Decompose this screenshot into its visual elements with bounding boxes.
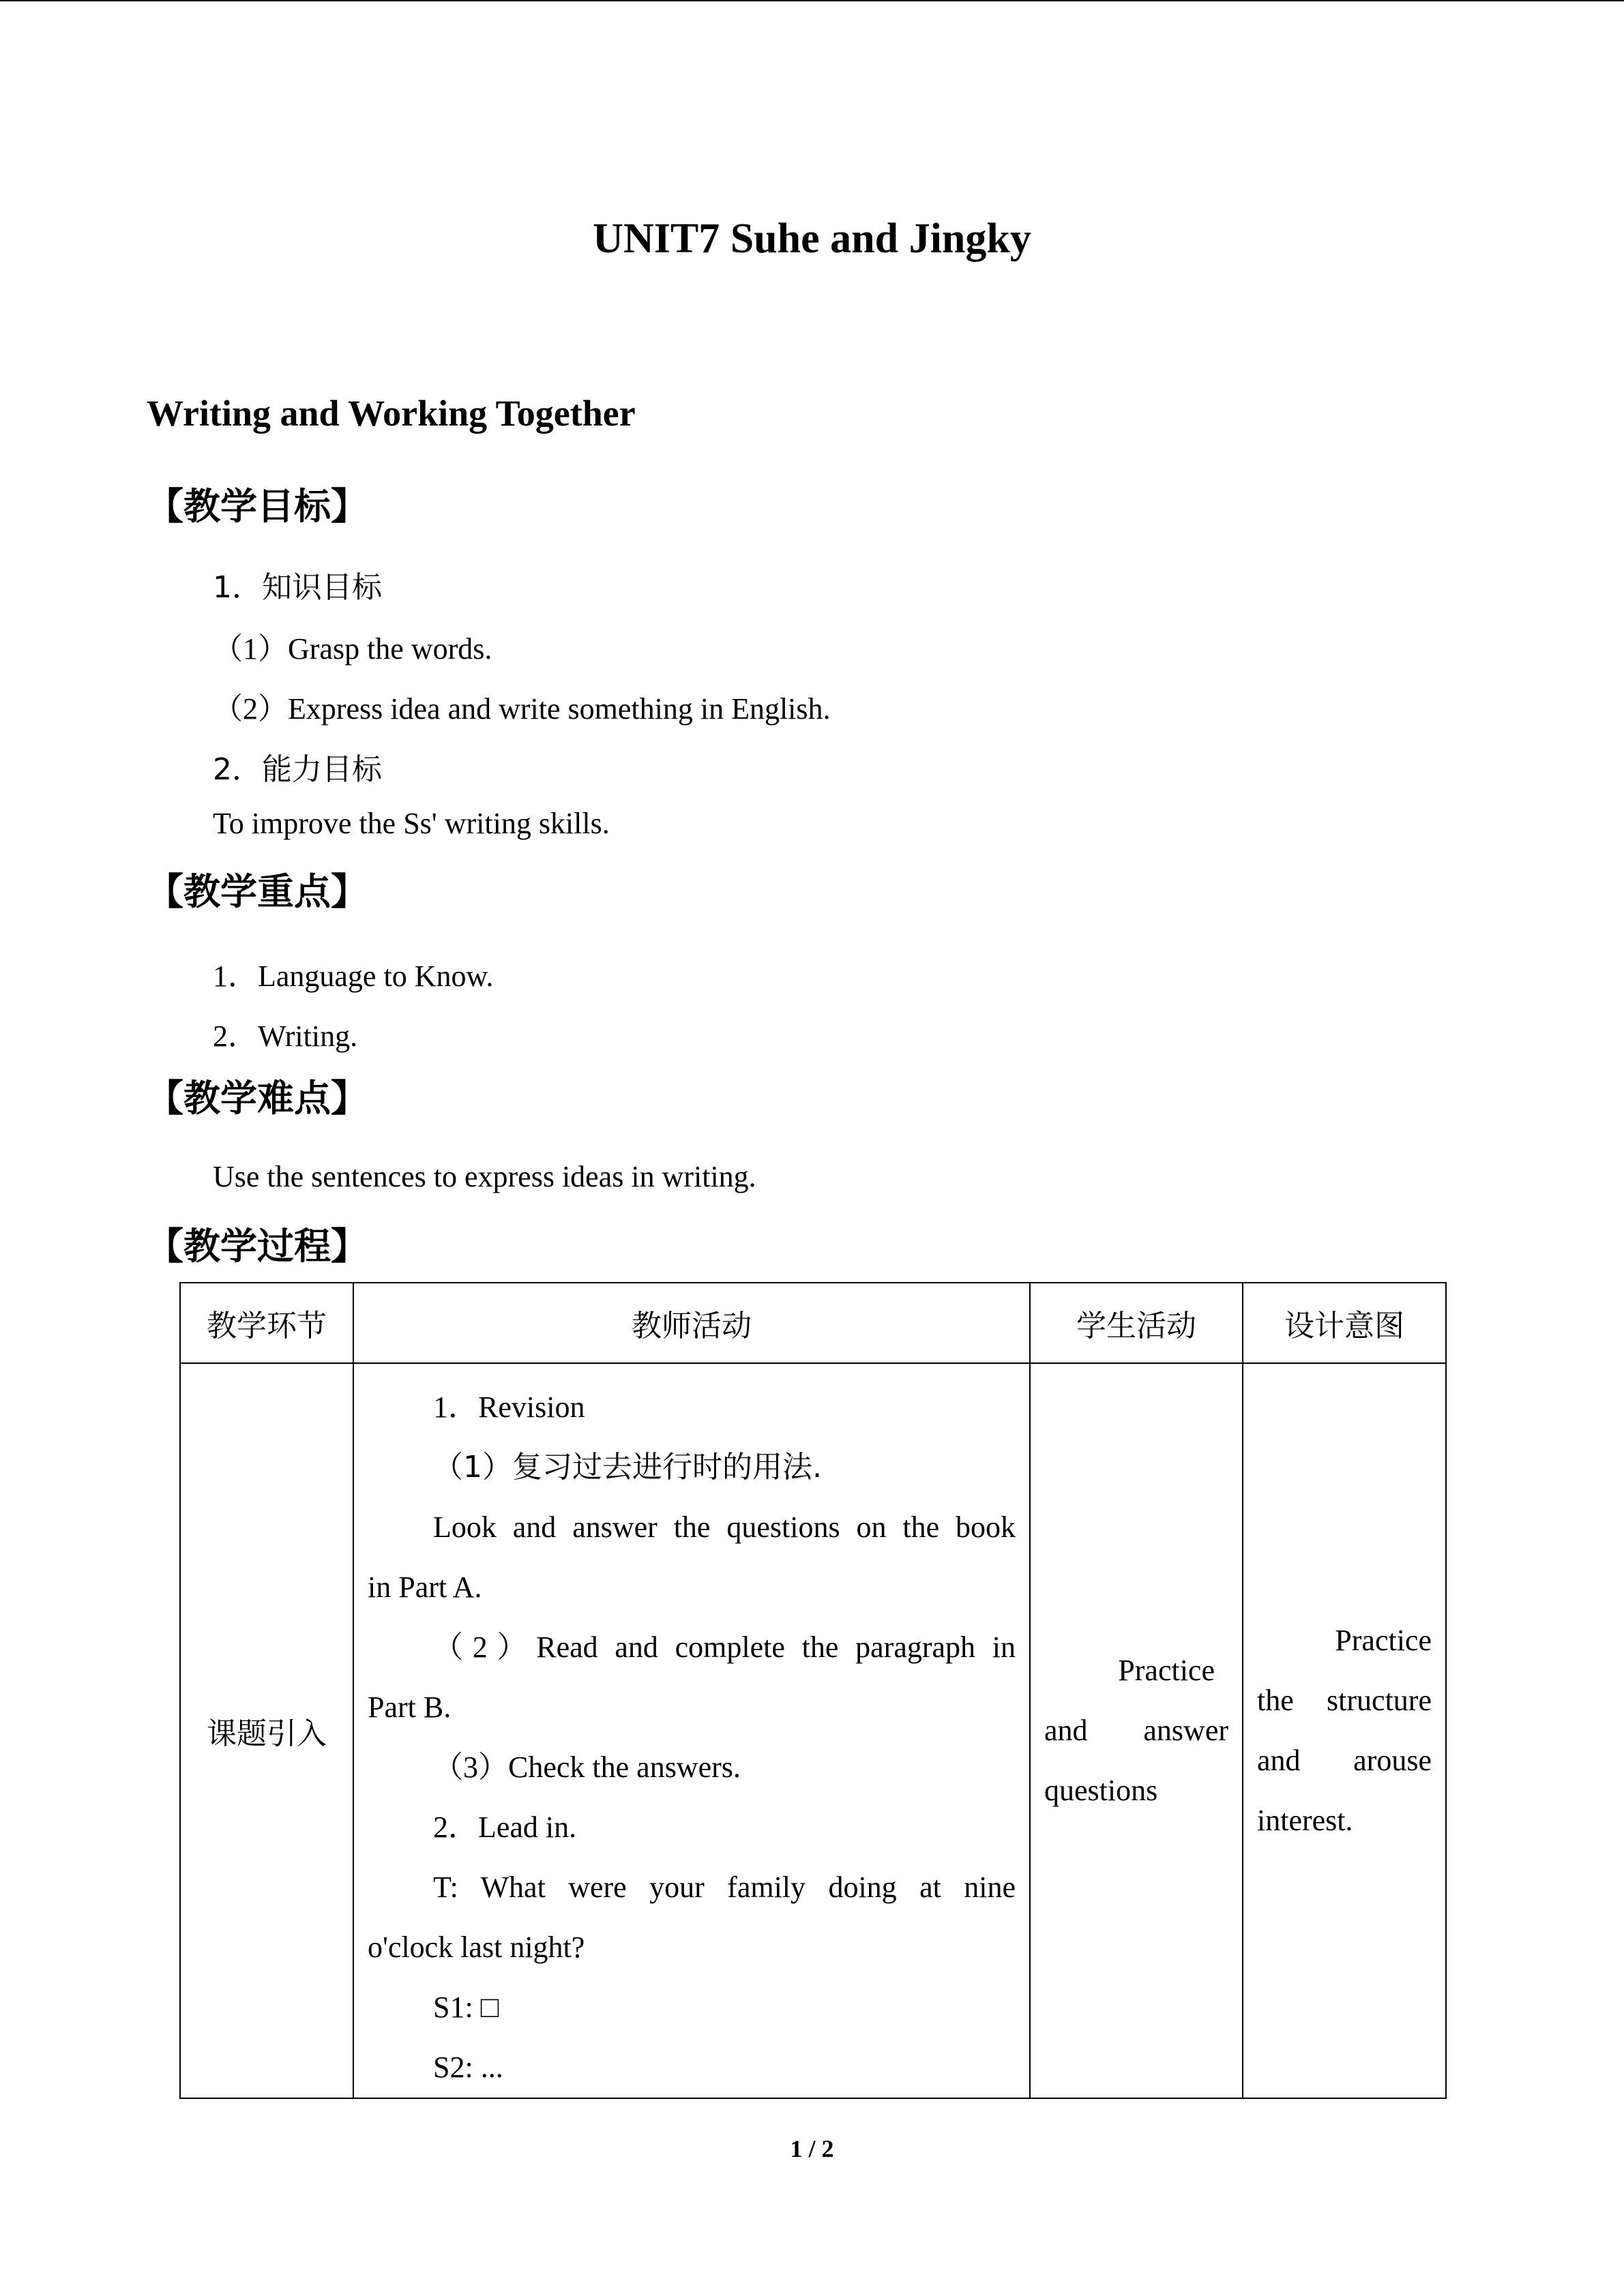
intent-line: and arouse	[1257, 1744, 1432, 1777]
document-title: UNIT7 Suhe and Jingky	[593, 215, 1031, 262]
page-number: 1 / 2	[790, 2135, 834, 2162]
lesson-subtitle: Writing and Working Together	[147, 393, 636, 434]
objective-line: 2．能力目标	[213, 752, 382, 787]
teacher-line: （1）复习过去进行时的用法.	[433, 1450, 822, 1485]
teacher-line: in Part A.	[368, 1570, 482, 1604]
teacher-line: S2: ...	[433, 2051, 503, 2084]
intent-line: interest.	[1257, 1804, 1353, 1837]
student-line: questions	[1044, 1774, 1158, 1807]
intent-line: the structure	[1257, 1684, 1432, 1717]
key-point-line: 2．Writing.	[213, 1019, 358, 1053]
design-intent-cell	[1243, 1363, 1446, 2098]
teacher-line: 2．Lead in.	[433, 1810, 577, 1844]
table-row	[180, 1363, 1446, 2098]
difficulty-line: Use the sentences to express ideas in writing.	[213, 1160, 756, 1193]
section-heading-key-points: 【教学重点】	[147, 870, 368, 913]
intent-line: Practice	[1335, 1624, 1432, 1657]
teacher-line: （3）Check the answers.	[433, 1750, 741, 1784]
top-border	[0, 0, 1624, 1]
teacher-line: o'clock last night?	[368, 1930, 585, 1964]
student-activity-cell	[1030, 1363, 1243, 2098]
teacher-line: S1: □	[433, 1991, 499, 2024]
table-header-row	[180, 1283, 1446, 1363]
stage-cell: 课题引入	[180, 1363, 353, 2098]
objective-line: To improve the Ss' writing skills.	[213, 807, 610, 840]
key-point-line: 1．Language to Know.	[213, 959, 494, 993]
teacher-line: T: What were your family doing at nine	[433, 1870, 1016, 1904]
section-heading-objectives: 【教学目标】	[147, 485, 368, 528]
section-heading-difficulties: 【教学难点】	[147, 1077, 368, 1120]
teacher-line: Look and answer the questions on the book	[433, 1510, 1016, 1544]
header-design-intent: 设计意图	[1243, 1283, 1446, 1363]
header-teacher-activity: 教师活动	[353, 1283, 1030, 1363]
header-student-activity: 学生活动	[1030, 1283, 1243, 1363]
teaching-process-table	[179, 1282, 1447, 2099]
teacher-line: （2）Read and complete the paragraph in	[433, 1630, 1016, 1664]
objective-line: 1．知识目标	[213, 570, 382, 605]
teacher-line: 1．Revision	[433, 1390, 585, 1424]
student-line: and answer	[1044, 1714, 1228, 1747]
section-heading-process: 【教学过程】	[147, 1225, 368, 1268]
teacher-line: Part B.	[368, 1690, 452, 1724]
objective-line: （2）Express idea and write something in English.	[213, 692, 831, 726]
student-line: Practice	[1118, 1654, 1215, 1687]
header-stage: 教学环节	[180, 1283, 353, 1363]
objective-line: （1）Grasp the words.	[213, 632, 492, 666]
teacher-activity-cell	[353, 1363, 1030, 2098]
